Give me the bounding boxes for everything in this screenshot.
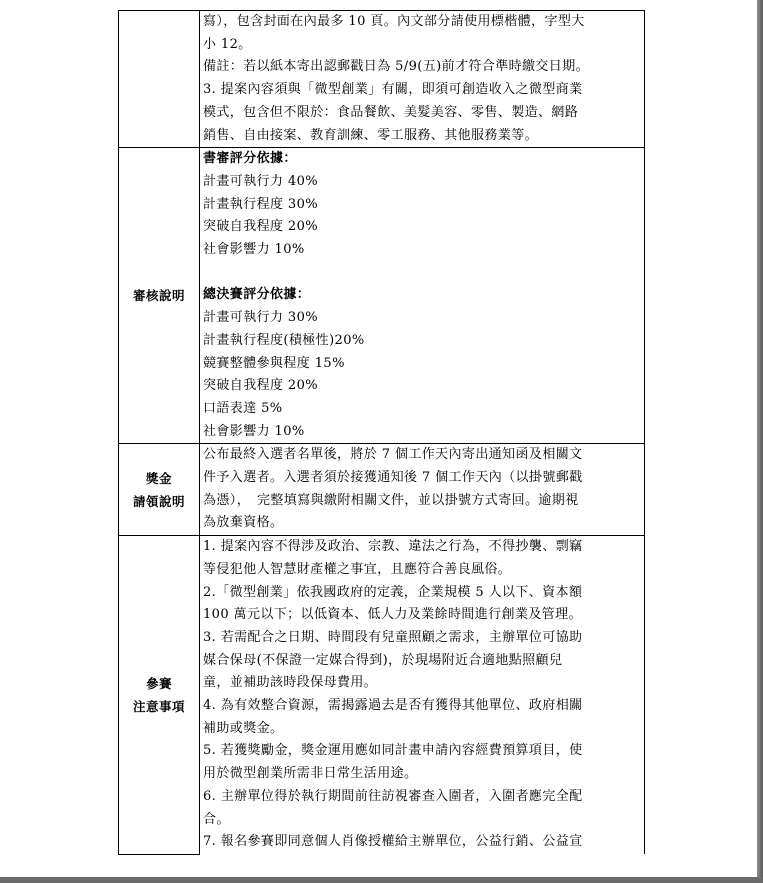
text-line: 3. 若需配合之日期、時間段有兒童照顧之需求，主辦單位可協助 (203, 629, 583, 645)
criteria-item: 社會影響力 10% (203, 423, 305, 439)
text-line: 3. 提案內容須與「微型創業」有關，即須可創造收入之微型商業 (203, 82, 583, 98)
row-label-text: 注意事項 (132, 698, 185, 714)
text-line: 1. 提案內容不得涉及政治、宗教、違法之行為，不得抄襲、剽竊 (203, 539, 583, 555)
text-line: 100 萬元以下；以低資本、低人力及業餘時間進行創業及管理。 (203, 607, 582, 623)
participation-notes-cell (200, 536, 645, 854)
row-label-text: 參賽 (145, 675, 172, 691)
row-label-text: 審核說明 (132, 288, 185, 304)
row-label-review (119, 148, 200, 444)
screening-heading: 書審評分依據： (203, 151, 297, 167)
text-line: 等侵犯他人智慧財產權之事宜，且應符合善良風俗。 (203, 561, 512, 577)
text-line: 小 12。 (203, 36, 252, 52)
criteria-item: 社會影響力 10% (203, 242, 305, 258)
table-row (119, 536, 645, 854)
text-line: 寫），包含封面在內最多 10 頁。內文部分請使用標楷體，字型大 (203, 14, 585, 29)
text-line: 媒合保母(不保證一定媒合得到)，於現場附近合適地點照顧兒 (203, 652, 563, 668)
criteria-item: 口語表達 5% (203, 400, 283, 416)
text-line: 件予入選者。入選者須於接獲通知後 7 個工作天內（以掛號郵戳 (203, 470, 583, 486)
text-line: 6. 主辦單位得於執行期間前往訪視審查入圍者，入圍者應完全配 (203, 788, 583, 804)
table-row (119, 148, 645, 444)
criteria-item: 計畫執行程度(積極性)20% (203, 332, 365, 348)
table-row (119, 444, 645, 536)
table-row (119, 11, 645, 148)
review-criteria-cell (200, 148, 645, 444)
text-line: 公布最終入選者名單後，將於 7 個工作天內寄出通知函及相關文 (203, 447, 583, 463)
row-label-text: 請領說明 (132, 493, 185, 509)
row-label-prize (119, 444, 200, 536)
row-label-notes (119, 536, 200, 854)
criteria-item: 突破自我程度 20% (203, 219, 319, 235)
criteria-item: 突破自我程度 20% (203, 378, 319, 394)
text-line: 銷售、自由接案、教育訓練、零工服務、其他服務業等。 (203, 127, 539, 143)
text-line: 4. 為有效整合資源，需揭露過去是否有獲得其他單位、政府相關 (203, 698, 583, 714)
row-label-text: 獎金 (145, 470, 172, 486)
rules-table (118, 10, 645, 855)
prize-claim-cell (200, 444, 645, 536)
criteria-item: 計畫執行程度 30% (203, 196, 319, 212)
row-label-empty (119, 11, 200, 148)
criteria-item: 計畫可執行力 40% (203, 173, 319, 189)
text-line: 7. 報名參賽即同意個人肖像授權給主辦單位，公益行銷、公益宣 (203, 834, 583, 850)
text-line: 童，並補助該時段保母費用。 (203, 675, 378, 691)
text-line: 補助或獎金。 (203, 720, 284, 736)
submission-format-cell (200, 11, 645, 148)
blank-line (203, 262, 641, 285)
final-heading: 總決賽評分依據： (203, 287, 311, 303)
text-line: 備註：若以紙本寄出認郵戳日為 5/9(五)前才符合準時繳交日期。 (203, 59, 589, 75)
text-line: 模式，包含但不限於：食品餐飲、美髮美容、零售、製造、網路 (203, 104, 579, 120)
text-line: 合。 (203, 811, 230, 827)
criteria-item: 競賽整體參與程度 15% (203, 355, 345, 371)
criteria-item: 計畫可執行力 30% (203, 310, 319, 326)
viewer-frame-edge-right (757, 0, 763, 883)
text-line: 為憑）， 完整填寫與繳附相關文件，並以掛號方式寄回。逾期視 (203, 492, 579, 508)
text-line: 2.「微型創業」依我國政府的定義，企業規模 5 人以下、資本額 (203, 584, 583, 600)
text-line: 用於微型創業所需非日常生活用途。 (203, 766, 418, 782)
text-line: 為放棄資格。 (203, 515, 284, 531)
text-line: 5. 若獲獎勵金，獎金運用應如同計畫申請內容經費預算項目，使 (203, 743, 583, 759)
viewer-frame-edge-bottom (0, 877, 763, 883)
